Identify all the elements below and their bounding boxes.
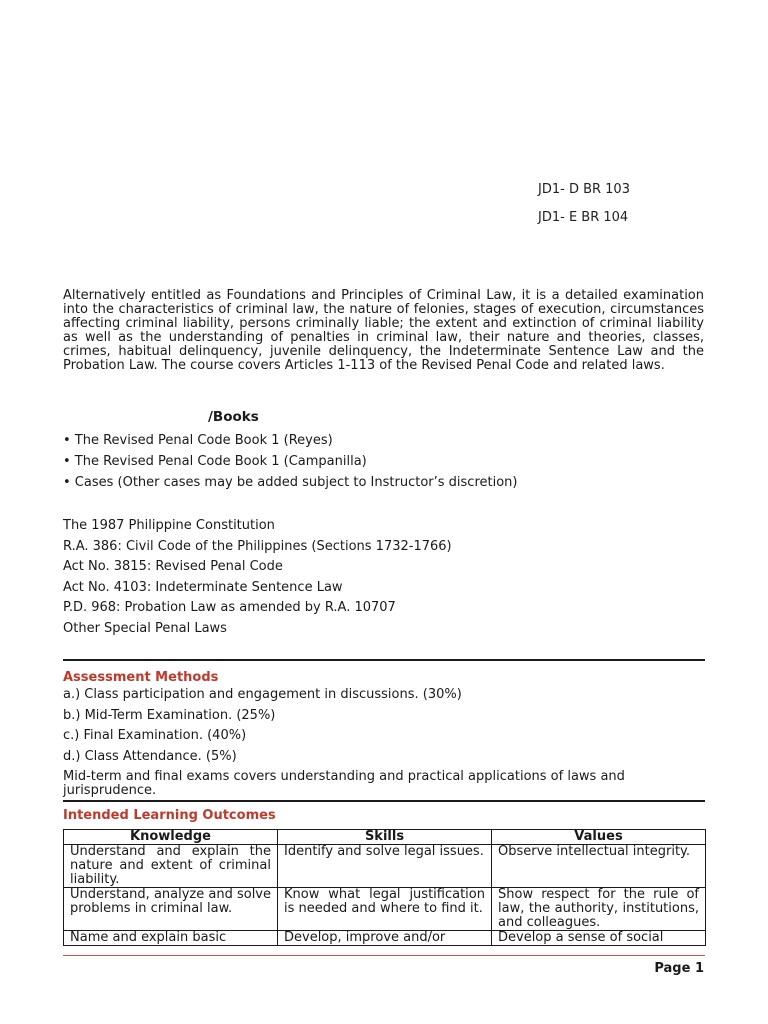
book-item: • Cases (Other cases may be added subject to Instructor’s discretion) (63, 475, 518, 490)
assessment-list (63, 687, 462, 769)
assessment-item: d.) Class Attendance. (5%) (63, 748, 237, 764)
table-header-row (64, 830, 706, 845)
outcomes-heading: Intended Learning Outcomes (63, 808, 276, 823)
divider-top (63, 659, 705, 661)
table-cell: Understand and explain the nature and extent of criminal liability. (64, 845, 278, 888)
column-header-skills: Skills (278, 830, 492, 845)
assessment-heading: Assessment Methods (63, 670, 219, 685)
assessment-note: Mid-term and final exams covers understanding and practical applications of laws and jurisprudence. (63, 769, 625, 798)
table-cell: Show respect for the rule of law, the authority, institutions, and colleagues. (492, 888, 706, 931)
reference-item: The 1987 Philippine Constitution (63, 518, 275, 533)
column-header-values: Values (492, 830, 706, 845)
table-cell: Observe intellectual integrity. (492, 845, 706, 888)
page-number: Page 1 (654, 961, 704, 976)
table-row (64, 845, 706, 888)
reference-item: P.D. 968: Probation Law as amended by R.A. 10707 (63, 600, 396, 616)
reference-item: Other Special Penal Laws (63, 620, 227, 636)
table-row (64, 888, 706, 931)
table-cell: Understand, analyze and solve problems in criminal law. (64, 888, 278, 931)
references-list (63, 518, 452, 642)
section-code-e: JD1- E BR 104 (538, 210, 629, 225)
table-row (64, 931, 706, 946)
column-header-knowledge: Knowledge (64, 830, 278, 845)
table-cell: Identify and solve legal issues. (278, 845, 492, 888)
reference-item: Act No. 3815: Revised Penal Code (63, 559, 283, 575)
reference-item: R.A. 386: Civil Code of the Philippines (Sections 1732-1766) (63, 538, 452, 554)
table-cell: Know what legal justification is needed and where to find it. (278, 888, 492, 931)
book-item: • The Revised Penal Code Book 1 (Campanilla) (63, 454, 367, 469)
assessment-item: a.) Class participation and engagement in discussions. (30%) (63, 687, 462, 702)
divider-middle (63, 800, 705, 802)
book-item: • The Revised Penal Code Book 1 (Reyes) (63, 433, 333, 448)
table-cell: Name and explain basic (64, 931, 278, 946)
course-description: Alternatively entitled as Foundations and Principles of Criminal Law, it is a detailed examination into the characteristics of criminal law, the nature of felonies, stages of execution, circumstances affecting criminal liability, persons criminally liable; the extent and extinction of criminal liability as well as the understanding of penalties in criminal law, their nature and theories, classes, crimes, habitual delinquency, juvenile delinquency, the Indeterminate Sentence Law and the Probation Law. The course covers Articles 1-113 of the Revised Penal Code and related laws. (63, 288, 704, 373)
footer-divider (63, 955, 705, 956)
reference-item: Act No. 4103: Indeterminate Sentence Law (63, 579, 343, 595)
learning-outcomes-table (63, 829, 706, 946)
section-code-d: JD1- D BR 103 (538, 182, 630, 197)
table-cell: Develop, improve and/or (278, 931, 492, 946)
assessment-item: c.) Final Examination. (40%) (63, 728, 247, 744)
books-list (63, 433, 517, 496)
books-heading: /Books (208, 409, 259, 425)
table-cell: Develop a sense of social (492, 931, 706, 946)
assessment-item: b.) Mid-Term Examination. (25%) (63, 707, 276, 723)
